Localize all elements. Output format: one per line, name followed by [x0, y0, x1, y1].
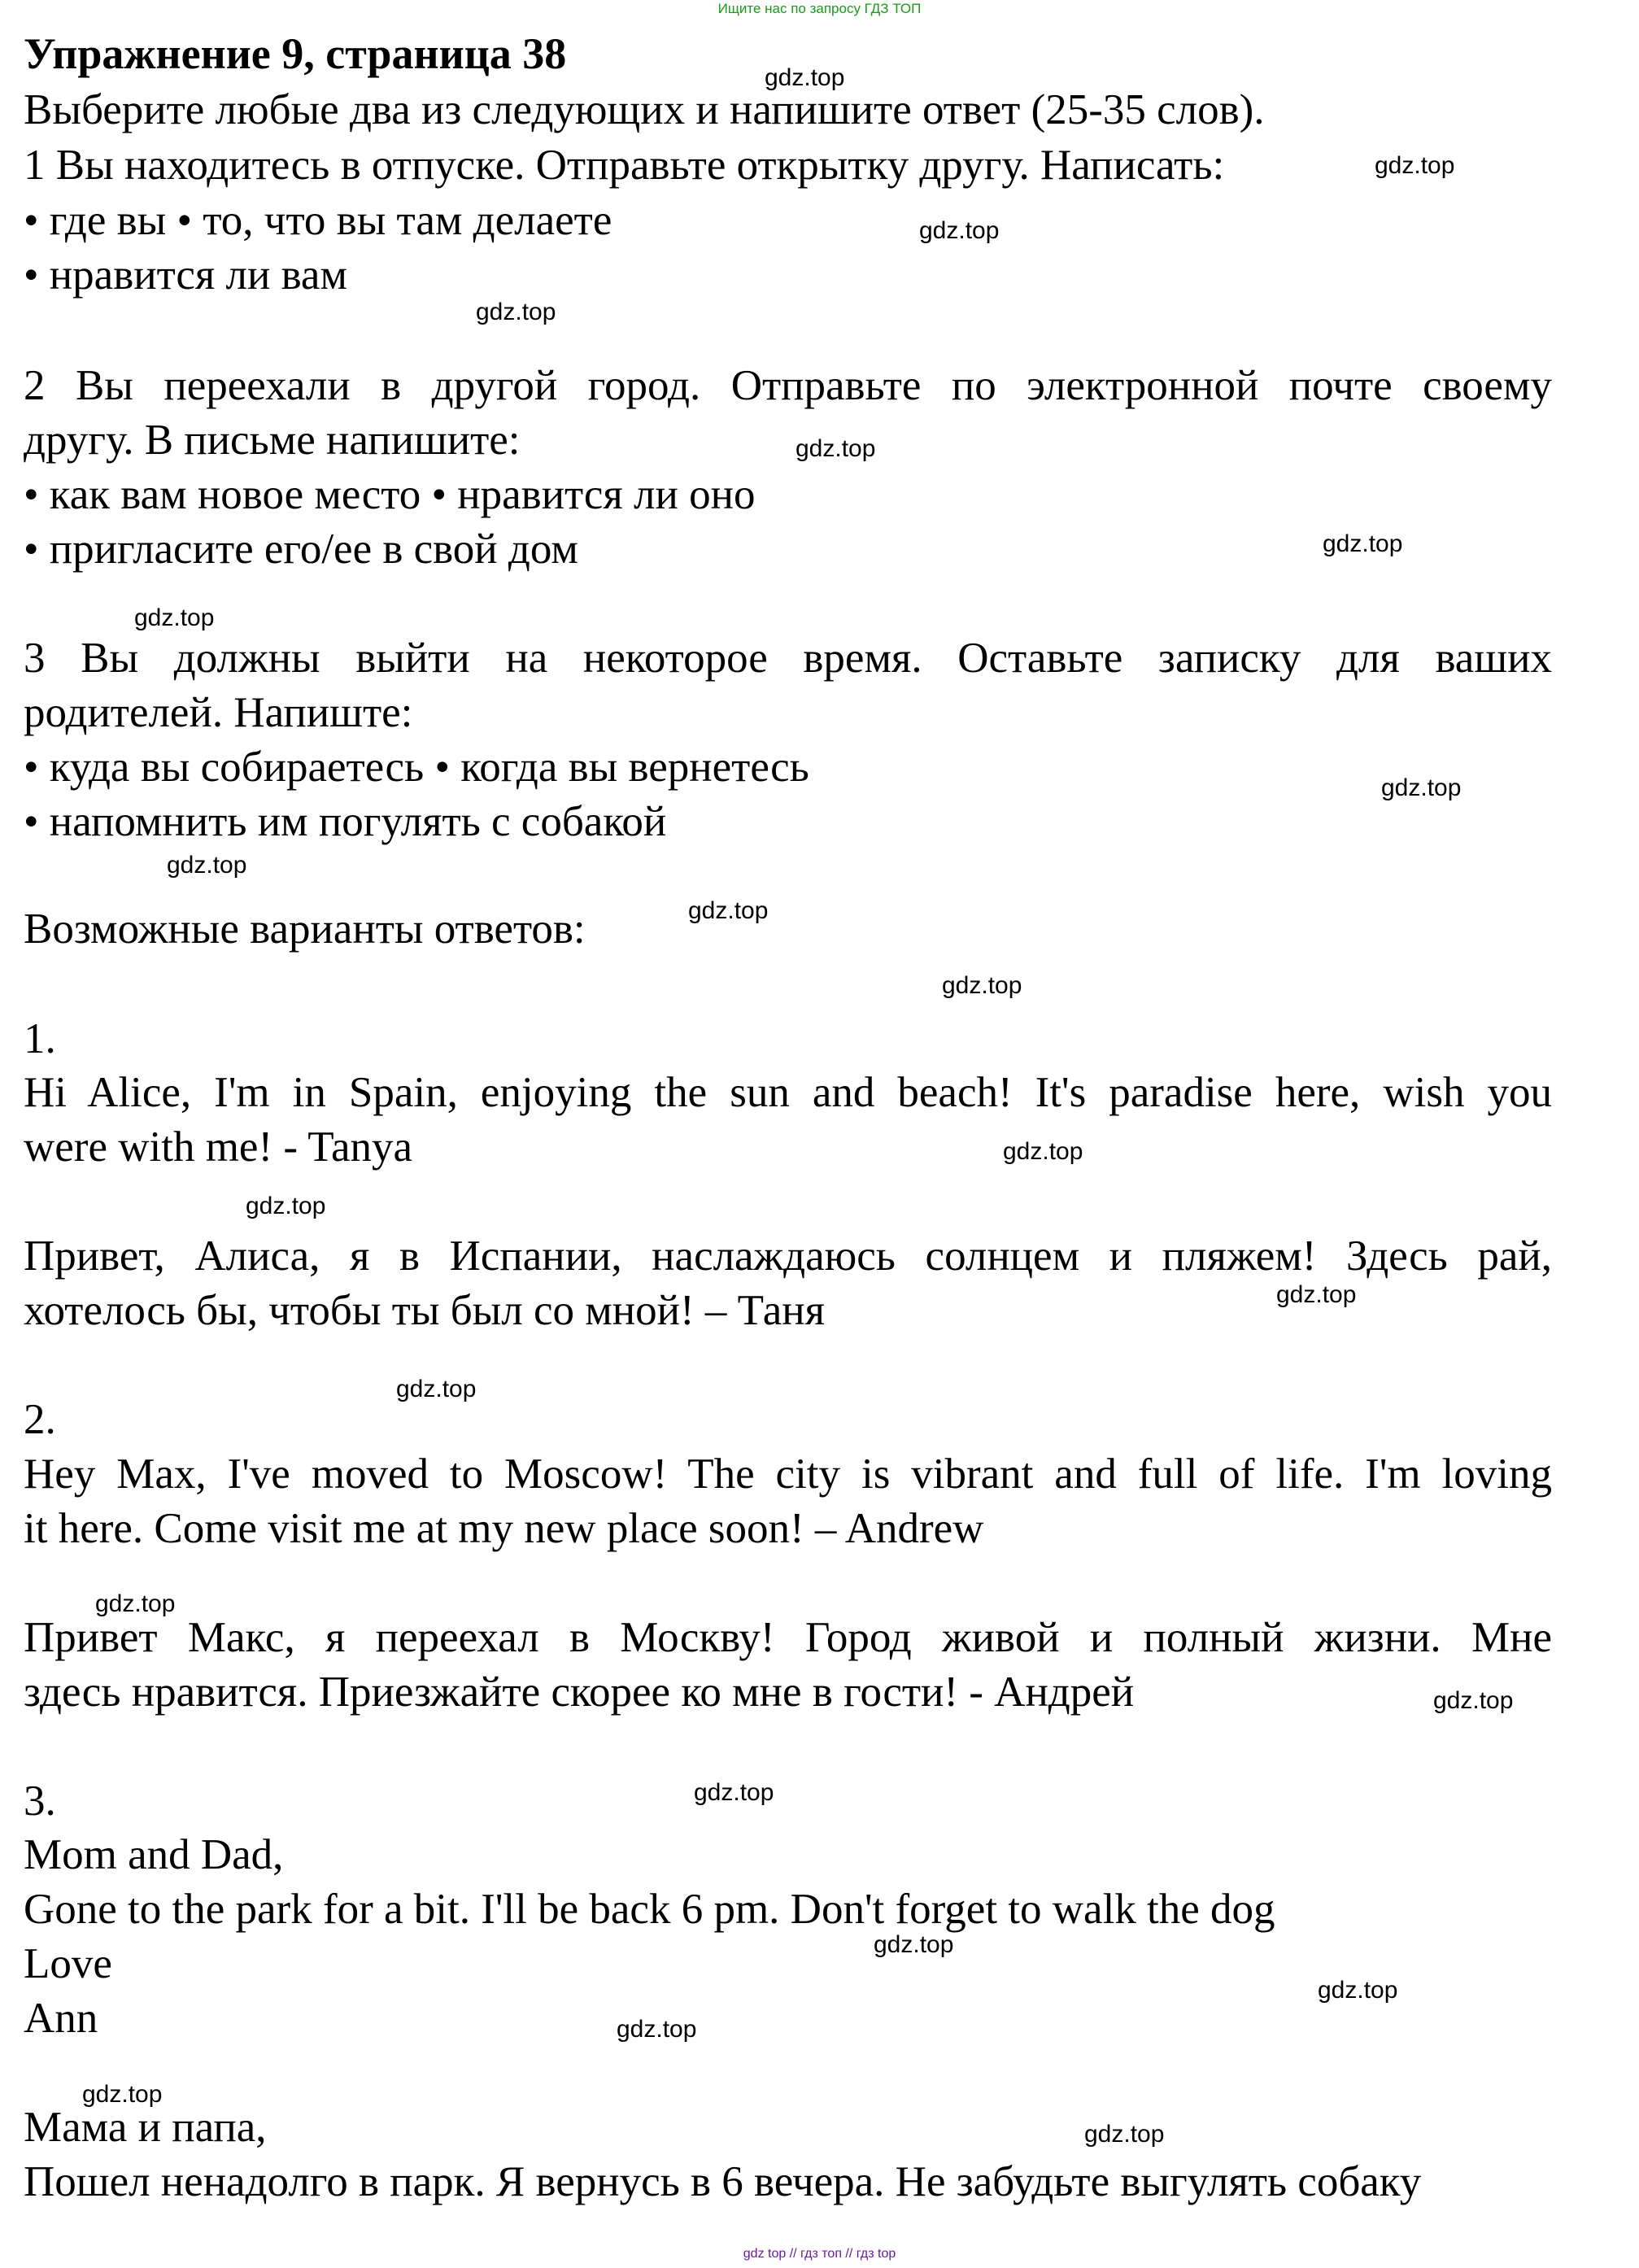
answer-2-ru-line-2: здесь нравится. Приезжайте скорее ко мне в гости! - Андрей — [24, 1668, 1135, 1716]
watermark: gdz.top — [134, 604, 215, 631]
watermark: gdz.top — [246, 1193, 326, 1219]
watermark: gdz.top — [82, 2081, 163, 2108]
answer-3-en-line-1: Mom and Dad, — [24, 1831, 284, 1878]
watermark: gdz.top — [919, 217, 1000, 244]
answer-3-number: 3. — [24, 1777, 56, 1825]
task-2-line-3: • как вам новое место • нравится ли оно — [24, 471, 756, 518]
watermark: gdz.top — [1318, 1977, 1398, 2004]
instruction: Выберите любые два из следующих и напишите ответ (25-35 слов). — [24, 86, 1265, 133]
task-3-line-1: 3 Вы должны выйти на некоторое время. Оставьте записку для ваших — [24, 635, 1552, 682]
watermark: gdz.top — [1003, 1138, 1083, 1165]
watermark: gdz.top — [765, 64, 845, 91]
answer-1-en-line-2: were with me! - Tanya — [24, 1123, 413, 1171]
answer-3-ru-line-2: Пошел ненадолго в парк. Я вернусь в 6 вечера. Не забудьте выгулять собаку — [24, 2158, 1422, 2205]
answer-3-en-line-3: Love — [24, 1940, 112, 1987]
task-1-line-2: • где вы • то, что вы там делаете — [24, 197, 612, 244]
bottom-banner: gdz top // гдз топ // гдз top — [743, 2247, 896, 2261]
task-3-line-3: • куда вы собираетесь • когда вы вернетесь — [24, 744, 809, 791]
answer-1-en-line-1: Hi Alice, I'm in Spain, enjoying the sun and beach! It's paradise here, wish you — [24, 1069, 1552, 1116]
page-title: Упражнение 9, страница 38 — [24, 29, 567, 78]
answer-2-en-line-1: Hey Max, I've moved to Moscow! The city is vibrant and full of life. I'm loving — [24, 1450, 1552, 1498]
task-2-line-2: другу. В письме напишите: — [24, 417, 521, 464]
answer-3-en-line-4: Ann — [24, 1995, 98, 2042]
task-3-line-2: родителей. Напиште: — [24, 689, 413, 736]
answer-2-number: 2. — [24, 1396, 56, 1443]
watermark: gdz.top — [1276, 1281, 1357, 1308]
watermark: gdz.top — [95, 1590, 176, 1617]
watermark: gdz.top — [688, 897, 769, 924]
watermark: gdz.top — [396, 1376, 477, 1402]
watermark: gdz.top — [874, 1931, 954, 1958]
task-2-line-1: 2 Вы переехали в другой город. Отправьте по электронной почте своему — [24, 362, 1552, 409]
answer-2-en-line-2: it here. Come visit me at my new place soon! – Andrew — [24, 1505, 984, 1552]
watermark: gdz.top — [617, 2016, 697, 2043]
watermark: gdz.top — [694, 1779, 774, 1806]
watermark: gdz.top — [476, 299, 556, 325]
watermark: gdz.top — [1323, 530, 1403, 557]
task-1-line-3: • нравится ли вам — [24, 251, 347, 299]
answer-3-ru-line-1: Мама и папа, — [24, 2104, 267, 2151]
answer-1-ru-line-1: Привет, Алиса, я в Испании, наслаждаюсь солнцем и пляжем! Здесь рай, — [24, 1232, 1552, 1280]
task-2-line-4: • пригласите его/ее в свой дом — [24, 526, 578, 573]
watermark: gdz.top — [167, 852, 247, 879]
answer-2-ru-line-1: Привет Макс, я переехал в Москву! Город живой и полный жизни. Мне — [24, 1614, 1552, 1661]
watermark: gdz.top — [1084, 2121, 1165, 2148]
answer-1-ru-line-2: хотелось бы, чтобы ты был со мной! – Таня — [24, 1287, 826, 1334]
top-banner: Ищите нас по запросу ГДЗ ТОП — [717, 1, 922, 16]
watermark: gdz.top — [1375, 152, 1455, 179]
watermark: gdz.top — [942, 972, 1022, 999]
answers-heading: Возможные варианты ответов: — [24, 905, 586, 953]
answer-1-number: 1. — [24, 1015, 56, 1062]
task-1-line-1: 1 Вы находитесь в отпуске. Отправьте открытку другу. Написать: — [24, 142, 1225, 189]
watermark: gdz.top — [1381, 774, 1462, 801]
watermark: gdz.top — [1433, 1687, 1514, 1714]
answer-3-en-line-2: Gone to the park for a bit. I'll be back 6 pm. Don't forget to walk the dog — [24, 1886, 1275, 1933]
watermark: gdz.top — [796, 435, 876, 462]
task-3-line-4: • напомнить им погулять с собакой — [24, 798, 667, 845]
